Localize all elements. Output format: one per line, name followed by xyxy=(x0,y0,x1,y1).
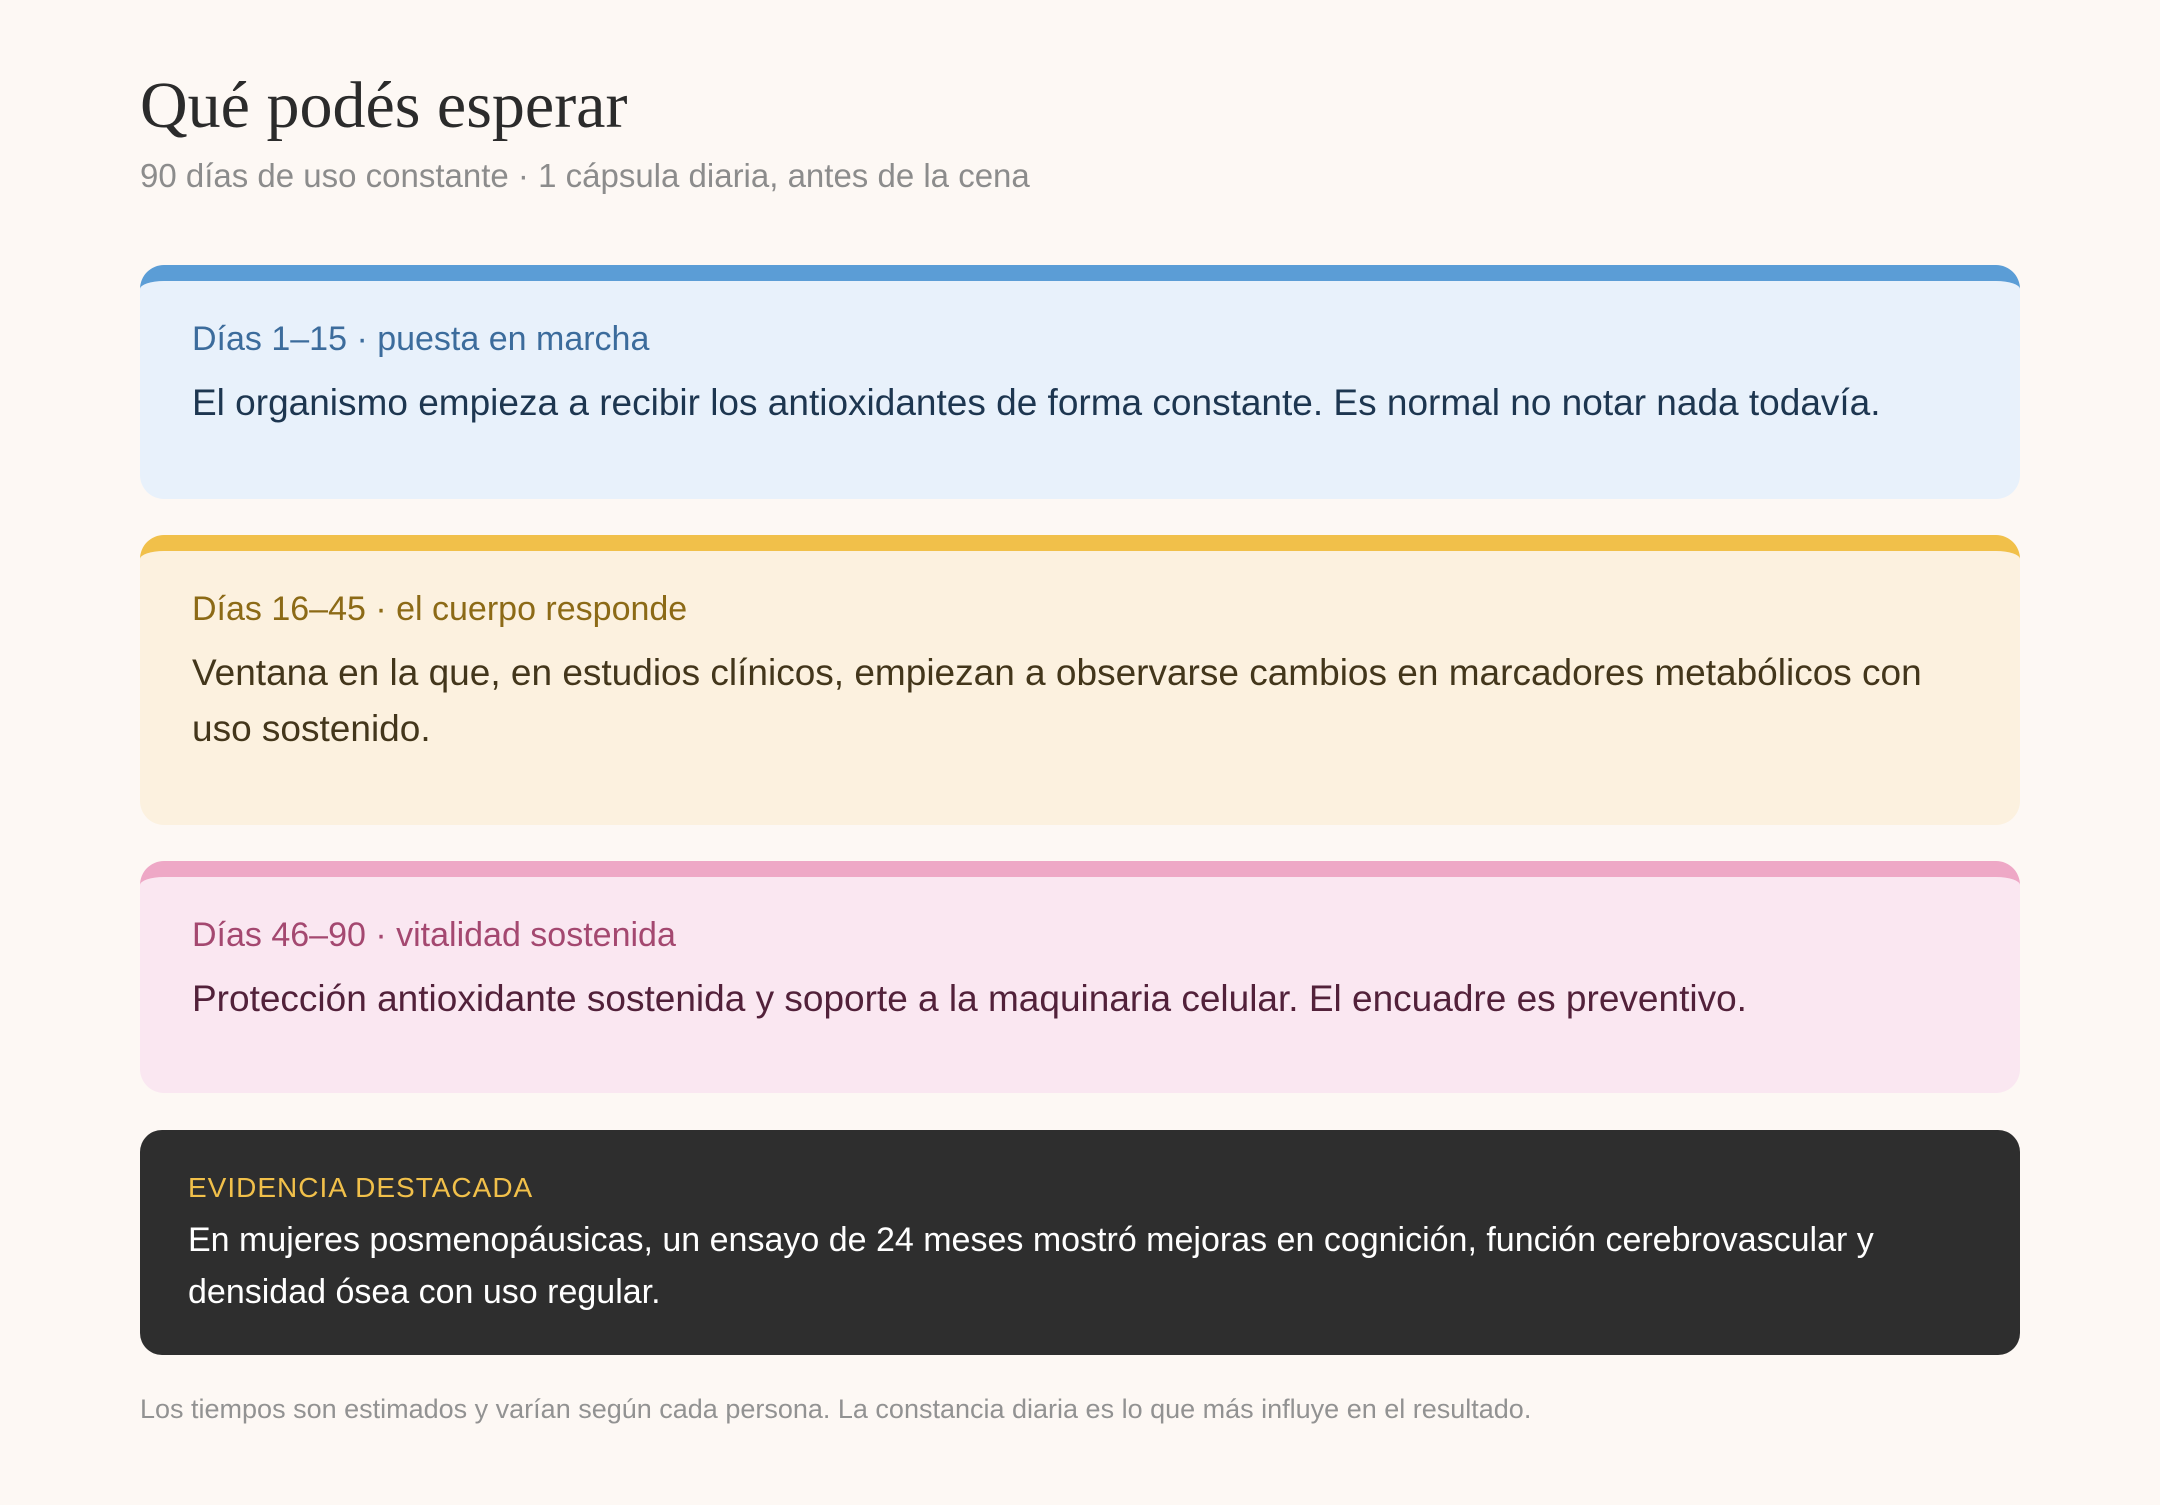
phase-label: Días 1–15 · puesta en marcha xyxy=(192,320,650,358)
evidence-label: EVIDENCIA DESTACADA xyxy=(188,1172,534,1203)
page-subtitle: 90 días de uso constante · 1 cápsula diaria, antes de la cena xyxy=(140,157,1030,194)
phase-label: Días 16–45 · el cuerpo responde xyxy=(192,590,688,628)
evidence-callout xyxy=(140,1130,2020,1355)
phase-description: Protección antioxidante sostenida y soporte a la maquinaria celular. El encuadre es preventivo. xyxy=(192,978,1747,1019)
footnote: Los tiempos son estimados y varían según cada persona. La constancia diaria es lo que más influye en el resultado. xyxy=(140,1394,1532,1424)
page-title: Qué podés esperar xyxy=(140,69,628,142)
evidence-text: En mujeres posmenopáusicas, un ensayo de 24 meses mostró mejoras en cognición, función cerebrovascular y densidad ósea con uso regular. xyxy=(188,1221,1874,1311)
phase-label: Días 46–90 · vitalidad sostenida xyxy=(192,916,676,954)
phase-description: Ventana en la que, en estudios clínicos, empiezan a observarse cambios en marcadores metabólicos con uso sostenido. xyxy=(192,652,1922,749)
phase-card-days-1-15 xyxy=(140,265,2020,499)
phase-card-days-46-90 xyxy=(140,861,2020,1093)
phase-card-days-16-45 xyxy=(140,535,2020,825)
phase-description: El organismo empieza a recibir los antioxidantes de forma constante. Es normal no notar nada todavía. xyxy=(192,382,1881,423)
